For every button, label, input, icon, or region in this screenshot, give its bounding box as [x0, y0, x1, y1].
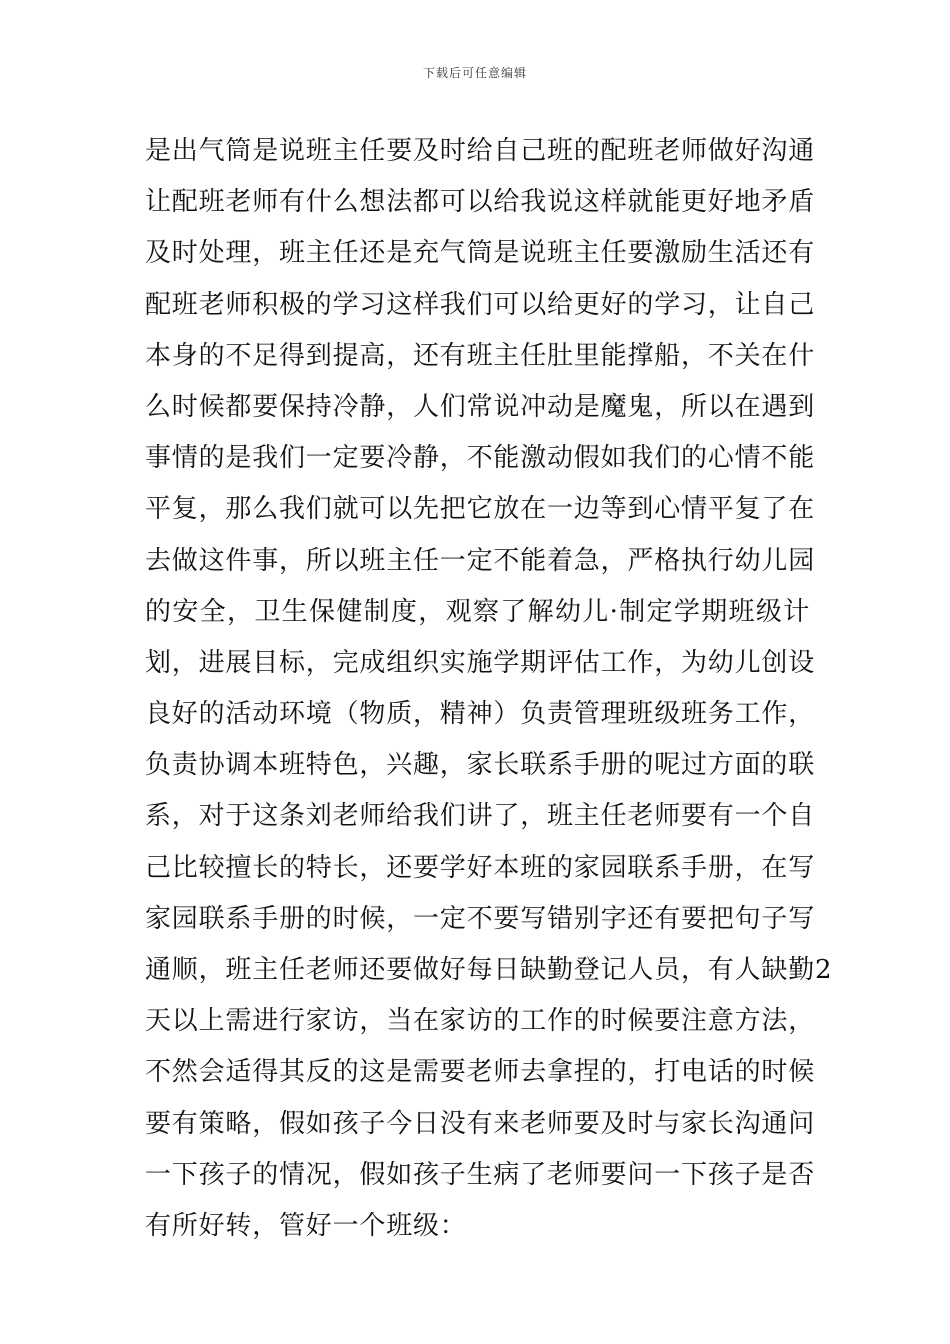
text-line: 是出气筒是说班主任要及时给自己班的配班老师做好沟通 [145, 136, 816, 166]
text-line: 一下孩子的情况，假如孩子生病了老师要问一下孩子是否 [145, 1159, 816, 1190]
page-header: 下载后可任意编辑 [422, 66, 527, 80]
text-line: 平复，那么我们就可以先把它放在一边等到心情平复了在 [145, 494, 816, 525]
text-line: 事情的是我们一定要冷静，不能激动假如我们的心情不能 [145, 443, 816, 474]
text-line: 系，对于这条刘老师给我们讲了，班主任老师要有一个自 [145, 801, 816, 832]
text-line: 家园联系手册的时候，一定不要写错别字还有要把句子写 [145, 903, 816, 934]
text-line: 负责协调本班特色，兴趣，家长联系手册的呢过方面的联 [145, 750, 816, 781]
text-line: 去做这件事，所以班主任一定不能着急，严格执行幼儿园 [145, 545, 816, 576]
text-line: 要有策略，假如孩子今日没有来老师要及时与家长沟通问 [145, 1108, 816, 1139]
text-line: 让配班老师有什么想法都可以给我说这样就能更好地矛盾 [145, 187, 816, 218]
text-line: 良好的活动环境（物质，精神）负责管理班级班务工作， [145, 699, 816, 730]
text-line: 不然会适得其反的这是需要老师去拿捏的，打电话的时候 [145, 1057, 816, 1088]
text-line: 本身的不足得到提高，还有班主任肚里能撑船，不关在什 [145, 340, 816, 371]
text-line: 划，进展目标，完成组织实施学期评估工作，为幼儿创设 [145, 647, 816, 678]
text-line: 通顺，班主任老师还要做好每日缺勤登记人员，有人缺勤2 [145, 955, 833, 985]
text-line: 的安全，卫生保健制度，观察了解幼儿·制定学期班级计 [145, 596, 810, 627]
text-line: 及时处理，班主任还是充气筒是说班主任要激励生活还有 [145, 238, 816, 269]
text-line: 天以上需进行家访，当在家访的工作的时候要注意方法， [145, 1006, 816, 1037]
text-line: 己比较擅长的特长，还要学好本班的家园联系手册，在写 [145, 852, 816, 883]
text-line: 有所好转，管好一个班级： [145, 1210, 467, 1241]
text-line: 么时候都要保持冷静，人们常说冲动是魔鬼，所以在遇到 [145, 391, 816, 422]
document-body [145, 126, 833, 1252]
text-line: 配班老师积极的学习这样我们可以给更好的学习，让自己 [145, 289, 816, 320]
